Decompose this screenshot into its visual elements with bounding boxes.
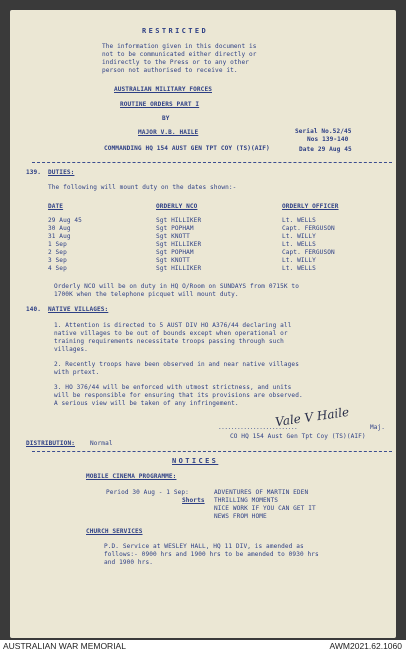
villages-para-3-line-3: A serious view will be taken of any infringement. bbox=[54, 400, 239, 407]
author-name: MAJOR V.B. HAILE bbox=[138, 129, 199, 136]
shorts-label: Shorts bbox=[182, 497, 205, 504]
table-cell: Lt. WELLS bbox=[282, 241, 316, 248]
table-cell: 4 Sep bbox=[48, 265, 67, 272]
archive-name: AUSTRALIAN WAR MEMORIAL bbox=[3, 641, 126, 651]
villages-para-2-line-1: 2. Recently troops have been observed in and near native villages bbox=[54, 361, 299, 368]
distribution-label: DISTRIBUTION: bbox=[26, 440, 75, 447]
table-cell: 29 Aug 45 bbox=[48, 217, 82, 224]
notices-heading: NOTICES bbox=[172, 457, 219, 465]
villages-para-1-line-3: training requirements necessitate troops passing through such bbox=[54, 338, 284, 345]
document-title: ROUTINE ORDERS PART I bbox=[120, 101, 200, 108]
table-row bbox=[10, 265, 396, 272]
church-line-2: follows:- 0900 hrs and 1900 hrs to be amended to 0930 hrs bbox=[104, 551, 319, 558]
villages-para-2-line-2: with prtext. bbox=[54, 369, 100, 376]
table-cell: Lt. WELLS bbox=[282, 265, 316, 272]
short-item: NEWS FROM HOME bbox=[214, 513, 267, 520]
table-row bbox=[10, 217, 396, 224]
table-cell: Sgt POPHAM bbox=[156, 225, 194, 232]
table-row bbox=[10, 225, 396, 232]
order-numbers: Nos 139-140 bbox=[307, 136, 349, 143]
column-header-nco: ORDERLY NCO bbox=[156, 203, 198, 210]
notice-line-4: person not authorised to receive it. bbox=[102, 67, 238, 74]
handwritten-signature: Vale V Haile bbox=[274, 404, 350, 430]
short-item: NICE WORK IF YOU CAN GET IT bbox=[214, 505, 316, 512]
archive-reference: AWM2021.62.1060 bbox=[329, 641, 402, 651]
duties-note-line-1: Orderly NCO will be on duty in HQ O/Room on SUNDAYS from 0715K to bbox=[54, 283, 299, 290]
church-heading: CHURCH SERVICES bbox=[86, 528, 143, 535]
table-row bbox=[10, 257, 396, 264]
divider bbox=[32, 162, 392, 163]
table-cell: Sgt HILLIKER bbox=[156, 241, 202, 248]
villages-para-1-line-4: villages. bbox=[54, 346, 88, 353]
table-row bbox=[10, 241, 396, 248]
table-cell: Capt. FERGUSON bbox=[282, 249, 335, 256]
table-cell: Lt. WILLY bbox=[282, 257, 316, 264]
table-cell: 1 Sep bbox=[48, 241, 67, 248]
table-cell: 3 Sep bbox=[48, 257, 67, 264]
church-line-1: P.D. Service at WESLEY HALL, HQ 11 DIV, is amended as bbox=[104, 543, 304, 550]
villages-para-1-line-2: native villages to be out of bounds except when operational or bbox=[54, 330, 288, 337]
notice-line-3: indirectly to the Press or to any other bbox=[102, 59, 249, 66]
short-item: THRILLING MOMENTS bbox=[214, 497, 279, 504]
church-line-3: and 1900 hrs. bbox=[104, 559, 153, 566]
by-line: BY bbox=[162, 115, 170, 122]
duties-heading: DUTIES: bbox=[48, 169, 75, 176]
serial-number: Serial No.52/45 bbox=[295, 128, 352, 135]
signature-dotted-line: ......................... bbox=[218, 424, 298, 431]
villages-heading: NATIVE VILLAGES: bbox=[48, 306, 109, 313]
distribution-value: Normal bbox=[90, 440, 113, 447]
item-number-140: 140. bbox=[26, 306, 42, 313]
villages-para-3-line-2: will be responsible for ensuring that its provisions are observed. bbox=[54, 392, 303, 399]
table-cell: 2 Sep bbox=[48, 249, 67, 256]
table-cell: Sgt POPHAM bbox=[156, 249, 194, 256]
table-cell: Sgt KNOTT bbox=[156, 257, 190, 264]
notice-line-2: not to be communicated either directly or bbox=[102, 51, 257, 58]
villages-para-3-line-1: 3. HO 376/44 will be enforced with utmost strictness, and units bbox=[54, 384, 292, 391]
table-cell: Sgt KNOTT bbox=[156, 233, 190, 240]
document-page bbox=[10, 10, 396, 638]
divider bbox=[32, 451, 392, 452]
cinema-period: Period 30 Aug - 1 Sep: bbox=[106, 489, 189, 496]
item-number-139: 139. bbox=[26, 169, 42, 176]
archive-footer bbox=[0, 640, 406, 653]
signature-rank: Maj. bbox=[370, 424, 386, 431]
table-cell: Capt. FERGUSON bbox=[282, 225, 335, 232]
table-cell: 30 Aug bbox=[48, 225, 71, 232]
column-header-date: DATE bbox=[48, 203, 64, 210]
cinema-heading: MOBILE CINEMA PROGRAMME: bbox=[86, 473, 177, 480]
signature-block: CO HQ 154 Aust Gen Tpt Coy (TS)(AIF) bbox=[230, 433, 366, 440]
table-cell: Sgt HILLIKER bbox=[156, 265, 202, 272]
table-row bbox=[10, 233, 396, 240]
table-cell: Lt. WELLS bbox=[282, 217, 316, 224]
cinema-feature: ADVENTURES OF MARTIN EDEN bbox=[214, 489, 309, 496]
table-cell: Lt. WILLY bbox=[282, 233, 316, 240]
command-line: COMMANDING HQ 154 AUST GEN TPT COY (TS)(AIF) bbox=[104, 145, 270, 152]
duties-note-line-2: 1700K when the telephone picquet will mount duty. bbox=[54, 291, 239, 298]
table-row bbox=[10, 249, 396, 256]
notice-line-1: The information given in this document is bbox=[102, 43, 257, 50]
restricted-stamp: RESTRICTED bbox=[142, 27, 209, 35]
order-date: Date 29 Aug 45 bbox=[299, 146, 352, 153]
villages-para-1-line-1: 1. Attention is directed to 5 AUST DIV HO A376/44 declaring all bbox=[54, 322, 292, 329]
table-cell: Sgt HILLIKER bbox=[156, 217, 202, 224]
table-cell: 31 Aug bbox=[48, 233, 71, 240]
duties-intro: The following will mount duty on the dates shown:- bbox=[48, 184, 237, 191]
unit-name: AUSTRALIAN MILITARY FORCES bbox=[114, 86, 212, 93]
column-header-officer: ORDERLY OFFICER bbox=[282, 203, 339, 210]
